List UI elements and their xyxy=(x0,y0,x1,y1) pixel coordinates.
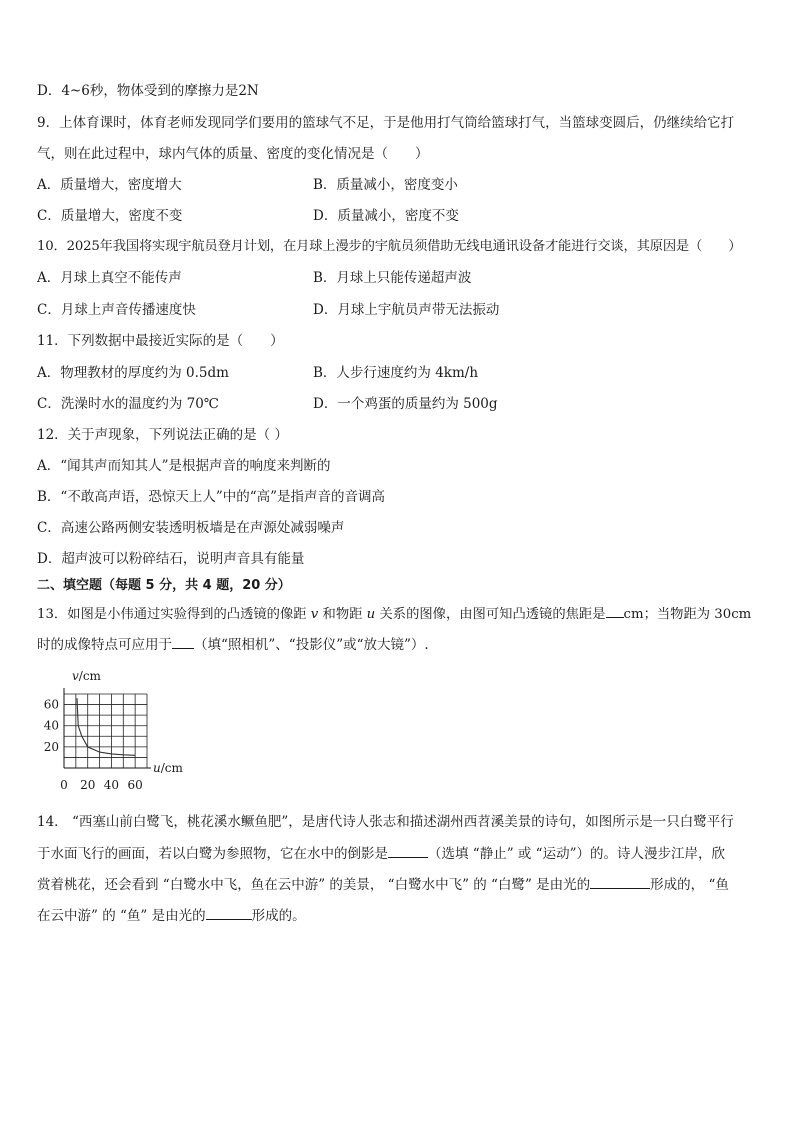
q14-text-a: 于水面飞行的画面，若以白鹭为参照物，它在水中的倒影是 xyxy=(37,846,388,862)
q14-text-d: 形成的， “鱼 xyxy=(650,877,729,893)
q14-text-f: 形成的。 xyxy=(251,908,306,924)
x-tick-label: 60 xyxy=(127,778,143,792)
q9-option-b: B．质量减小，密度变小 xyxy=(313,177,458,193)
q13-stem-line1 xyxy=(37,604,751,624)
y-tick-label: 40 xyxy=(43,718,59,733)
q11-option-b: B．人步行速度约为 4km/h xyxy=(313,365,479,381)
q10-option-b: B．月球上只能传递超声波 xyxy=(313,270,472,286)
q8-option-d: D．4~6秒，物体受到的摩擦力是2N xyxy=(37,83,259,99)
q12-option-b: B．“不敢高声语，恐惊天上人”中的“高”是指声音的音调高 xyxy=(37,489,386,505)
q12-option-d: D．超声波可以粉碎结石，说明声音具有能量 xyxy=(37,551,305,567)
q10-stem: 10．2025年我国将实现宇航员登月计划，在月球上漫步的宇航员须借助无线电通讯设备才能进行交谈，其原因是（ ） xyxy=(37,239,742,254)
q14-blank-egret-phenomenon[interactable] xyxy=(590,875,650,889)
q14-text-e: 在云中游” 的 “鱼” 是由光的 xyxy=(37,908,206,924)
q14-text-b: （选填 “静止” 或 “运动”）的。诗人漫步江岸，欣 xyxy=(428,846,725,862)
q13-blank-application[interactable] xyxy=(172,635,194,649)
q14-line3 xyxy=(37,875,729,894)
q14-line1: 14． “西塞山前白鹭飞，桃花溪水鳜鱼肥”，是唐代诗人张志和描述湖州西苕溪美景的诗句，如图所示是一只白鹭平行 xyxy=(37,814,734,830)
q11-option-a: A．物理教材的厚度约为 0.5dm xyxy=(37,365,229,381)
q13-blank-focal-length[interactable] xyxy=(606,604,624,618)
q9-option-a: A．质量增大，密度增大 xyxy=(37,177,182,193)
q13-stem-line2 xyxy=(37,635,429,654)
q13-text-c: 关系的图像，由图可知凸透镜的焦距是 xyxy=(375,607,606,622)
q9-option-d: D．质量减小，密度不变 xyxy=(313,208,459,224)
x-tick-label: 20 xyxy=(80,778,96,792)
y-tick-label: 60 xyxy=(43,697,59,712)
q13-text-a: 13．如图是小伟通过实验得到的凸透镜的像距 xyxy=(37,607,311,622)
q13-text-d: cm；当物距为 30cm xyxy=(623,607,752,622)
q11-stem: 11．下列数据中最接近实际的是（ ） xyxy=(37,333,284,349)
q13-var-u: u xyxy=(366,607,376,622)
q13-text-e: 时的成像特点可应用于 xyxy=(37,637,172,653)
q11-option-d: D．一个鸡蛋的质量约为 500g xyxy=(313,396,498,412)
q9-option-c: C．质量增大，密度不变 xyxy=(37,208,183,224)
x-tick-label: 40 xyxy=(103,778,120,792)
q12-stem: 12．关于声现象，下列说法正确的是（ ） xyxy=(37,427,288,443)
q14-blank-reflection-state[interactable] xyxy=(388,844,428,858)
q10-option-d: D．月球上宇航员声带无法振动 xyxy=(313,302,500,318)
q14-text-c: 赏着桃花，还会看到 “白鹭水中飞，鱼在云中游” 的美景， “白鹭水中飞” 的 “白鹭” 是由光的 xyxy=(37,877,591,893)
q13-var-v: v xyxy=(310,607,319,622)
q14-blank-fish-phenomenon[interactable] xyxy=(206,906,252,920)
x-axis-label: u/cm xyxy=(153,761,183,775)
image-distance-vs-object-distance-chart xyxy=(37,664,197,794)
q12-option-a: A．“闻其声而知其人”是根据声音的响度来判断的 xyxy=(37,458,331,474)
q9-stem-line1: 9．上体育课时，体育老师发现同学们要用的篮球气不足，于是他用打气筒给篮球打气，当篮球变圆后，仍继续给它打 xyxy=(37,115,735,131)
q10-option-c: C．月球上声音传播速度快 xyxy=(37,302,196,318)
q14-line4 xyxy=(37,906,306,925)
q11-option-c: C．洗澡时水的温度约为 70℃ xyxy=(37,396,219,412)
q9-stem-line2: 气，则在此过程中，球内气体的质量、密度的变化情况是（ ） xyxy=(37,146,429,162)
q12-option-c: C．高速公路两侧安装透明板墙是在声源处减弱噪声 xyxy=(37,520,345,536)
q10-option-a: A．月球上真空不能传声 xyxy=(37,270,182,286)
x-tick-label: 0 xyxy=(60,778,68,792)
section-heading-fill-in: 二、填空题（每题 5 分，共 4 题，20 分） xyxy=(37,578,291,593)
q13-text-f: （填“照相机”、“投影仪”或“放大镜”）. xyxy=(194,637,429,653)
y-axis-label: v/cm xyxy=(72,669,101,683)
q14-line2 xyxy=(37,844,725,863)
y-tick-label: 20 xyxy=(43,739,59,754)
q13-text-b: 和物距 xyxy=(318,607,367,622)
